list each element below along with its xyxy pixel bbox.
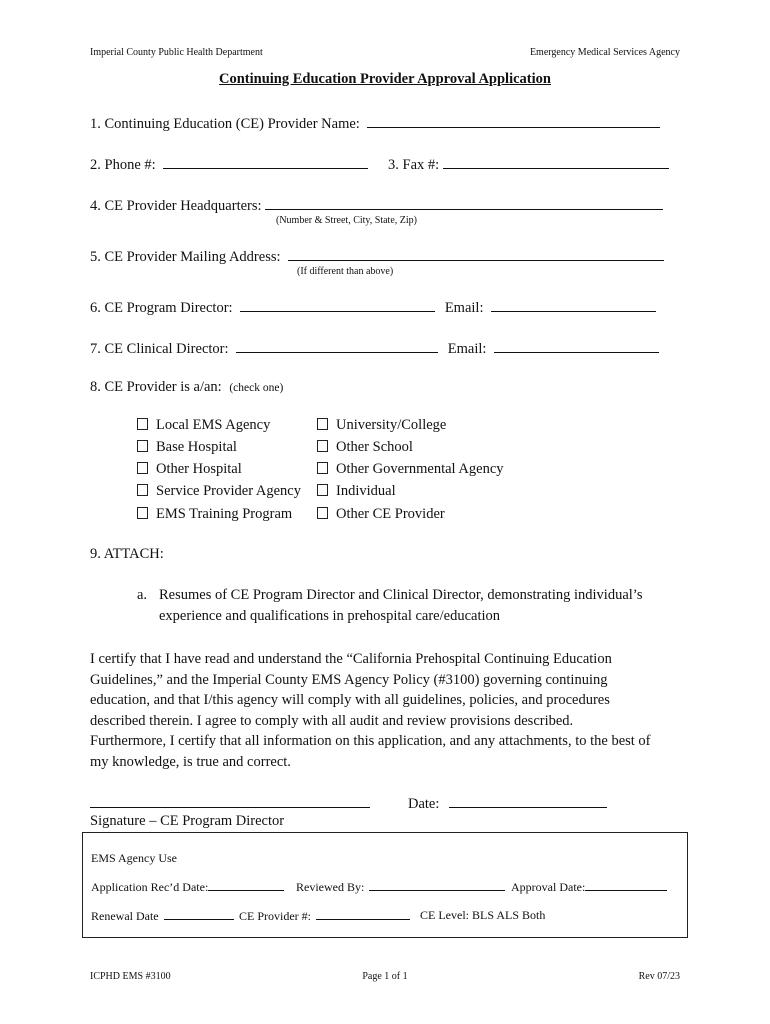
checkbox[interactable]	[137, 440, 148, 452]
option-service-provider-agency[interactable]	[137, 483, 301, 500]
certification-line: Guidelines,” and the Imperial County EMS Agency Policy (#3100) governing continuing	[90, 671, 608, 688]
received-date-field	[91, 879, 284, 895]
option-ems-training-program[interactable]	[137, 506, 292, 523]
phone-input[interactable]	[163, 154, 368, 169]
reviewed-by-label: Reviewed By:	[296, 880, 365, 894]
certification-line: I certify that I have read and understand the “California Prehospital Continuing Education	[90, 651, 612, 667]
headquarters-label: 4. CE Provider Headquarters:	[90, 198, 262, 214]
checkbox[interactable]	[317, 484, 328, 496]
option-label: Other Governmental Agency	[336, 461, 504, 477]
option-university-college[interactable]	[317, 417, 446, 434]
checkbox[interactable]	[137, 462, 148, 474]
option-other-hospital[interactable]	[137, 461, 242, 478]
clinical-director-field	[90, 338, 659, 358]
renewal-date-label: Renewal Date	[91, 909, 159, 923]
program-director-input[interactable]	[240, 297, 435, 312]
attach-item-marker: a.	[137, 587, 148, 603]
checkbox[interactable]	[317, 507, 328, 519]
footer-form-id: ICPHD EMS #3100	[90, 971, 171, 982]
certification-paragraph	[90, 649, 690, 772]
approval-date-field	[511, 879, 667, 895]
signature-date-field	[408, 793, 607, 813]
fax-input[interactable]	[443, 154, 669, 169]
option-other-ce-provider[interactable]	[317, 506, 445, 523]
signature-input[interactable]	[90, 793, 370, 808]
mailing-address-label: 5. CE Provider Mailing Address:	[90, 249, 281, 265]
page-title: Continuing Education Provider Approval Application	[219, 71, 551, 87]
approval-date-label: Approval Date:	[511, 880, 586, 894]
provider-type-question	[90, 379, 283, 396]
attach-item-line2: experience and qualifications in prehospital care/education	[159, 608, 501, 624]
option-other-school[interactable]	[317, 439, 413, 456]
provider-type-label: 8. CE Provider is a/an:	[90, 379, 222, 395]
signature-date-input[interactable]	[449, 793, 607, 808]
option-label: Other School	[336, 439, 413, 455]
option-label: Individual	[336, 483, 396, 499]
provider-number-field	[239, 908, 410, 924]
clinical-director-email-label: Email:	[447, 341, 487, 357]
checkbox[interactable]	[137, 507, 148, 519]
option-label: Service Provider Agency	[156, 483, 301, 499]
received-date-label: Application Rec’d Date:	[91, 880, 209, 894]
phone-label: 2. Phone #:	[90, 157, 156, 173]
option-label: University/College	[336, 417, 447, 433]
clinical-director-label: 7. CE Clinical Director:	[90, 341, 229, 357]
agency-use-box	[82, 832, 688, 938]
clinical-director-input[interactable]	[236, 338, 438, 353]
approval-date-input[interactable]	[585, 879, 667, 891]
clinical-director-email-input[interactable]	[494, 338, 659, 353]
program-director-email-input[interactable]	[491, 297, 656, 312]
certification-line: Furthermore, I certify that all information on this application, and any attachments, to the best of	[90, 733, 651, 749]
header-right: Emergency Medical Services Agency	[529, 47, 680, 58]
provider-name-input[interactable]	[367, 113, 660, 128]
provider-number-label: CE Provider #:	[239, 909, 311, 923]
option-label: Local EMS Agency	[156, 417, 271, 433]
reviewed-by-input[interactable]	[369, 879, 505, 891]
provider-number-input[interactable]	[316, 908, 410, 920]
footer-page-number: Page 1 of 1	[362, 971, 408, 982]
certification-line: my knowledge, is true and correct.	[90, 753, 291, 770]
headquarters-input[interactable]	[265, 195, 663, 210]
option-label: Other Hospital	[156, 461, 242, 477]
option-base-hospital[interactable]	[137, 439, 237, 456]
option-label: Base Hospital	[156, 439, 237, 455]
mailing-address-hint: (If different than above)	[297, 266, 394, 277]
reviewed-by-field	[296, 879, 505, 895]
program-director-field	[90, 297, 656, 317]
signature-label: Signature – CE Program Director	[90, 813, 285, 829]
footer-revision: Rev 07/23	[638, 971, 680, 982]
headquarters-field	[90, 195, 663, 215]
renewal-date-field	[91, 908, 234, 924]
provider-name-label: 1. Continuing Education (CE) Provider Name:	[90, 116, 360, 132]
fax-label: 3. Fax #:	[388, 157, 440, 173]
checkbox[interactable]	[317, 440, 328, 452]
checkbox[interactable]	[317, 462, 328, 474]
header-left: Imperial County Public Health Department	[90, 47, 263, 58]
provider-type-hint: (check one)	[229, 382, 284, 394]
headquarters-hint: (Number & Street, City, State, Zip)	[276, 215, 417, 226]
received-date-input[interactable]	[208, 879, 284, 891]
ce-level-field[interactable]: CE Level: BLS ALS Both	[420, 908, 546, 922]
signature-date-label: Date:	[408, 796, 440, 812]
provider-name-field	[90, 113, 660, 133]
option-individual[interactable]	[317, 483, 396, 500]
certification-line: described therein. I agree to comply with all audit and review provisions described.	[90, 712, 574, 729]
option-label: Other CE Provider	[336, 506, 445, 522]
attach-item-line1: Resumes of CE Program Director and Clinical Director, demonstrating individual’s	[159, 587, 643, 603]
phone-field	[90, 154, 368, 174]
fax-field	[388, 154, 669, 174]
option-local-ems-agency[interactable]	[137, 417, 270, 434]
option-label: EMS Training Program	[156, 506, 293, 522]
attach-heading: 9. ATTACH:	[90, 546, 164, 562]
program-director-label: 6. CE Program Director:	[90, 300, 233, 316]
option-other-governmental-agency[interactable]	[317, 461, 504, 478]
program-director-email-label: Email:	[444, 300, 484, 316]
renewal-date-input[interactable]	[164, 908, 234, 920]
checkbox[interactable]	[137, 418, 148, 430]
mailing-address-input[interactable]	[288, 246, 664, 261]
certification-line: education, and that I/this agency will comply with all guidelines, policies, and procedures	[90, 692, 610, 708]
checkbox[interactable]	[317, 418, 328, 430]
agency-use-heading: EMS Agency Use	[91, 851, 177, 865]
checkbox[interactable]	[137, 484, 148, 496]
mailing-address-field	[90, 246, 664, 266]
